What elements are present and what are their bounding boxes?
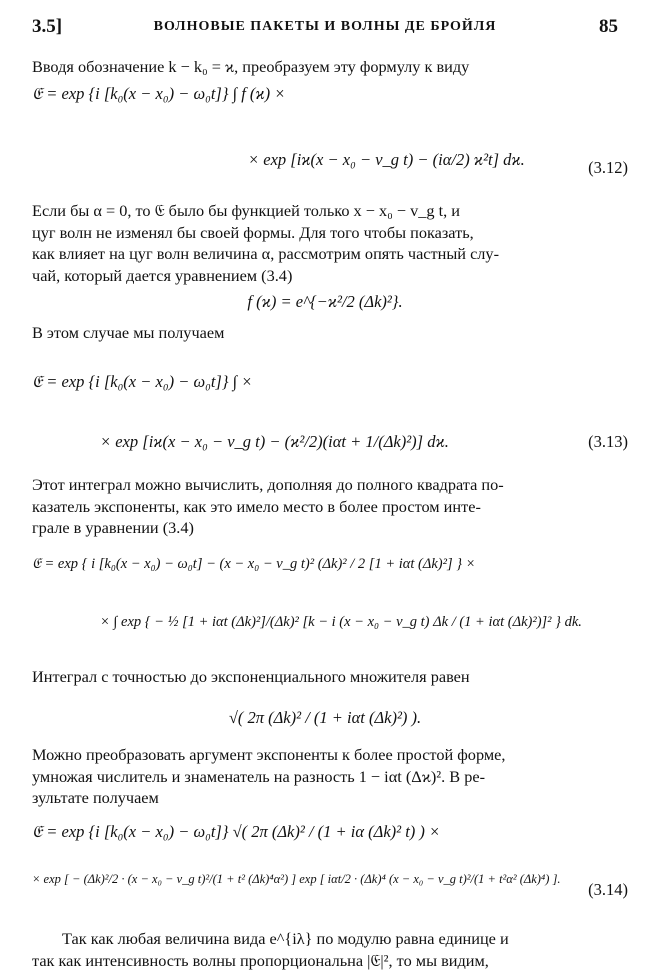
text-line: В этом случае мы получаем: [32, 323, 225, 342]
text-line: Интеграл с точностью до экспоненциального множителя равен: [32, 667, 470, 686]
paragraph-3: [32, 322, 628, 344]
running-header: [32, 16, 618, 40]
paragraph-7: [32, 928, 628, 971]
text-line: зультате получаем: [32, 788, 159, 807]
equation-3-13-line-1: 𝔈 = exp {i [k₀(x − x₀) − ω₀t]} ∫ ×: [32, 372, 253, 391]
equation-label-3-14: (3.14): [588, 880, 628, 899]
paragraph-5: [32, 666, 628, 688]
text-line: так как интенсивность волны пропорциональна |𝔈|², то мы видим,: [32, 950, 489, 970]
equation-label-3-12: (3.12): [588, 158, 628, 177]
paragraph-6: [32, 744, 628, 809]
running-title: ВОЛНОВЫЕ ПАКЕТЫ И ВОЛНЫ ДЕ БРОЙЛЯ: [153, 19, 497, 34]
paragraph-1: [32, 56, 628, 78]
equation-completed-square-line-1: 𝔈 = exp { i [k₀(x − x₀) − ω₀t] − (x − x₀ − v_g t)² (Δk)² / 2 [1 + iαt (Δk)²] } ×: [32, 556, 476, 572]
text-line: Вводя обозначение k − k₀ = ϰ, преобразуем эту формулу к виду: [32, 57, 470, 76]
text-line: Можно преобразовать аргумент экспоненты к более простой форме,: [32, 745, 506, 764]
equation-3-12-line-1: 𝔈 = exp {i [k₀(x − x₀) − ω₀t]} ∫ f (ϰ) ×: [32, 84, 286, 103]
equation-3-12-line-2: × exp [iϰ(x − x₀ − v_g t) − (iα/2) ϰ²t] dϰ.: [248, 150, 525, 169]
text-line: умножая числитель и знаменатель на разность 1 − iαt (Δϰ)². В ре-: [32, 766, 485, 786]
text-line: Если бы α = 0, то 𝔈 было бы функцией только x − x₀ − v_g t, и: [32, 201, 461, 220]
text-line: как влияет на цуг волн величина α, рассмотрим опять частный слу-: [32, 244, 499, 263]
text-line: Так как любая величина вида e^{iλ} по модулю равна единице и: [62, 929, 509, 948]
paragraph-2: [32, 200, 628, 286]
equation-3-14-line-1: 𝔈 = exp {i [k₀(x − x₀) − ω₀t]} √( 2π (Δk)² / (1 + iα (Δk)² t) ) ×: [32, 822, 441, 841]
equation-sqrt-factor: √( 2π (Δk)² / (1 + iαt (Δk)²) ).: [228, 708, 422, 727]
text-line: казатель экспоненты, как это имело место в более простом инте-: [32, 496, 481, 516]
text-line: грале в уравнении (3.4): [32, 518, 194, 537]
text-line: цуг волн не изменял бы своей формы. Для того чтобы показать,: [32, 222, 474, 242]
equation-3-14-line-2: × exp [ − (Δk)²/2 · (x − x₀ − v_g t)²/(1 + t² (Δk)⁴α²) ] exp [ iαt/2 · (Δk)⁴ (x − x₀ − v_g t)²/(1 + t²α² (Δk)⁴) ].: [32, 872, 561, 886]
text-line: Этот интеграл можно вычислить, дополняя до полного квадрата по-: [32, 475, 504, 494]
equation-3-13-line-2: × exp [iϰ(x − x₀ − v_g t) − (ϰ²/2)(iαt + 1/(Δk)²)] dϰ.: [100, 432, 449, 451]
page-number: 85: [599, 16, 618, 37]
text-line: чай, который дается уравнением (3.4): [32, 265, 293, 285]
section-number: 3.5]: [32, 16, 63, 37]
equation-f-kappa: f (ϰ) = e^{−ϰ²/2 (Δk)²}.: [247, 292, 403, 311]
equation-label-3-13: (3.13): [588, 432, 628, 451]
equation-completed-square-line-2: × ∫ exp { − ½ [1 + iαt (Δk)²]/(Δk)² [k − i (x − x₀ − v_g t) Δk / (1 + iαt (Δk)²)]² } dk.: [100, 614, 582, 630]
paragraph-4: [32, 474, 628, 539]
